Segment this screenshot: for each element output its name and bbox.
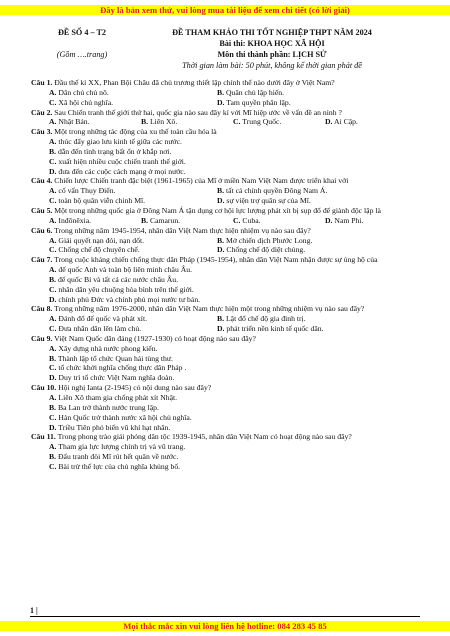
option: B. Ba Lan trở thành nước trung lập. xyxy=(49,402,159,412)
option: A. Liên Xô tham gia chống phát xít Nhật. xyxy=(49,393,178,402)
question-number: Câu 3. xyxy=(31,127,53,137)
option: D. Ai Cập. xyxy=(325,117,358,127)
question-text: Hội nghị Ianta (2-1945) có nội dung nào sau đây? xyxy=(58,383,212,393)
question-list xyxy=(31,78,419,472)
hotline-banner: Mọi thắc mắc xin vui lòng liên hệ hotline: 084 283 45 85 xyxy=(0,621,450,631)
option: C. Hàn Quốc trở thành nước xã hội chủ nghĩa. xyxy=(49,412,192,422)
option: A. Nhật Bản. xyxy=(49,117,90,127)
time-limit: Thời gian làm bài: 50 phút, không kể thời gian phát đề xyxy=(182,61,362,70)
question-number: Câu 1. xyxy=(31,78,53,87)
question xyxy=(31,127,419,137)
option: B. Quân chủ lập hiến. xyxy=(217,87,285,97)
question-text: Trong những năm 1945-1954, nhân dân Việt Nam thực hiện nhiệm vụ nào sau đây? xyxy=(54,225,311,235)
option: B. Liên Xô. xyxy=(141,117,178,127)
subject: Môn thi thành phần: LỊCH SỬ xyxy=(217,50,327,59)
question-text: Trong phong trào giải phóng dân tộc 1939-1945, nhân dân Việt Nam có hoạt động nào sau đây? xyxy=(57,432,352,442)
option: A. Inđônêxia. xyxy=(49,215,92,225)
question-number: Câu 2. xyxy=(31,107,53,117)
question-number: Câu 10. xyxy=(31,383,57,393)
question-number: Câu 6. xyxy=(31,225,53,235)
question xyxy=(31,78,419,88)
option: D. chính phủ Đức và chính phủ mọi nước tư bản. xyxy=(49,294,201,304)
option: B. tất cả chính quyền Đông Nam Á. xyxy=(217,186,328,196)
option: A. Đánh đổ đế quốc và phát xít. xyxy=(49,314,148,324)
question xyxy=(31,255,419,265)
option: C. Cuba. xyxy=(233,215,261,225)
option: D. Nam Phi. xyxy=(325,215,364,225)
option: C. xuất hiện nhiều cuộc chiến tranh thế giới. xyxy=(49,156,186,166)
question-number: Câu 4. xyxy=(31,176,53,186)
question-number: Câu 11. xyxy=(31,432,56,442)
question xyxy=(31,432,419,442)
question-text: Trong cuộc kháng chiến chống thực dân Pháp (1945-1954), nhân dân Việt Nam nhận được sự ủng hộ của xyxy=(54,255,378,265)
footer-divider xyxy=(30,616,420,617)
option: A. thúc đẩy giao lưu kinh tế giữa các nước. xyxy=(49,137,182,147)
exam-name: Bài thi: KHOA HỌC XÃ HỘI xyxy=(219,39,325,48)
question-text: Một trong những quốc gia ở Đông Nam Á tận dụng cơ hội lực lượng phát xít bị sụp đổ để giành độc lập là xyxy=(54,205,381,215)
option: B. đế quốc Bỉ và tất cả các nước châu Âu. xyxy=(49,274,179,284)
option: C. Bài trừ thế lực của chủ nghĩa khủng bố. xyxy=(49,461,181,471)
question xyxy=(31,176,419,186)
question-number: Câu 9. xyxy=(31,333,53,343)
question-text: Trong những năm 1976-2000, nhân dân Việt Nam thực hiện một trong những nhiệm vụ nào sau đây? xyxy=(54,304,365,314)
option: B. Camarun. xyxy=(141,215,181,225)
option: A. đế quốc Anh và toàn bộ liên minh châu Âu. xyxy=(49,265,193,275)
option: A. Tham gia lực lượng chính trị và vũ trang. xyxy=(49,442,186,452)
question xyxy=(31,334,419,344)
option: B. Đấu tranh đòi Mĩ rút hết quân về nước. xyxy=(49,452,179,462)
option: D. đưa đến các cuộc cách mạng ở mọi nước. xyxy=(49,166,186,176)
option: D. sự viện trợ quân sự của Mĩ. xyxy=(217,196,311,206)
option: B. Mở chiến dịch Phước Long. xyxy=(217,235,313,245)
question-number: Câu 7. xyxy=(31,255,53,265)
option: A. Giải quyết nạn đói, nạn dốt. xyxy=(49,235,145,245)
question xyxy=(31,206,419,216)
option: A. Xây dựng nhà nước phong kiến. xyxy=(49,343,158,353)
question-text: Một trong những tác động của xu thế toàn cầu hóa là xyxy=(54,127,217,137)
question-text: Việt Nam Quốc dân đảng (1927-1930) có hoạt động nào sau đây? xyxy=(54,333,256,343)
question xyxy=(31,304,419,314)
option: C. Chống chế độ chuyên chế. xyxy=(49,245,140,255)
question-text: Đầu thế kỉ XX, Phan Bội Châu đã chủ trương thiết lập chính thể nào dưới đây ở Việt Nam? xyxy=(54,78,335,87)
option: B. dẫn đến tình trạng bất ổn ở khắp nơi. xyxy=(49,146,172,156)
option: C. Trung Quốc. xyxy=(233,117,282,127)
exam-code: ĐỀ SỐ 4 – T2 xyxy=(57,28,107,37)
option: B. Lật đổ chế độ gia đình trị. xyxy=(217,314,306,324)
option: A. Dân chủ chủ nô. xyxy=(49,87,109,97)
option: B. Thành lập tổ chức Quan hải tùng thư. xyxy=(49,353,173,363)
option: D. Tam quyền phân lập. xyxy=(217,97,291,107)
page-count: (Gồm ….trang) xyxy=(56,50,108,59)
option: A. cố vấn Thụy Điển. xyxy=(49,186,116,196)
option: C. Xã hội chủ nghĩa. xyxy=(49,97,114,107)
question xyxy=(31,226,419,236)
question-number: Câu 8. xyxy=(31,304,53,314)
preview-banner: Đây là bản xem thử, vui lòng mua tài liệu để xem chi tiết (có lời giải) xyxy=(0,5,450,15)
option: C. nhân dân yêu chuộng hòa bình trên thế giới. xyxy=(49,284,194,294)
question xyxy=(31,383,419,393)
option: C. Đưa nhân dân lên làm chủ. xyxy=(49,324,142,334)
option: D. Chống chế độ diệt chủng. xyxy=(217,245,306,255)
option: C. tổ chức khởi nghĩa chống thực dân Pháp . xyxy=(49,363,187,373)
question-text: Sau Chiến tranh thế giới thứ hai, quốc gia nào sau đây kí với Mĩ hiệp ước về vấn đề an ninh ? xyxy=(54,107,342,117)
option: D. phát triển nền kinh tế quốc dân. xyxy=(217,324,324,334)
question-number: Câu 5. xyxy=(31,205,53,215)
question xyxy=(31,108,419,118)
question-text: Chiến lược Chiến tranh đặc biệt (1961-1965) của Mĩ ở miền Nam Việt Nam được triển khai với xyxy=(54,176,349,186)
exam-header xyxy=(36,27,416,71)
option: C. toàn bộ quân viễn chinh Mĩ. xyxy=(49,196,146,206)
option: D. Triều Tiên phỏ biến vũ khí hạt nhân. xyxy=(49,422,171,432)
page-number: 1 | xyxy=(30,606,38,615)
exam-title: ĐỀ THAM KHẢO THI TỐT NGHIỆP THPT NĂM 2024 xyxy=(172,28,372,37)
option: D. Duy trì tổ chức Việt Nam nghĩa đoàn. xyxy=(49,373,175,383)
